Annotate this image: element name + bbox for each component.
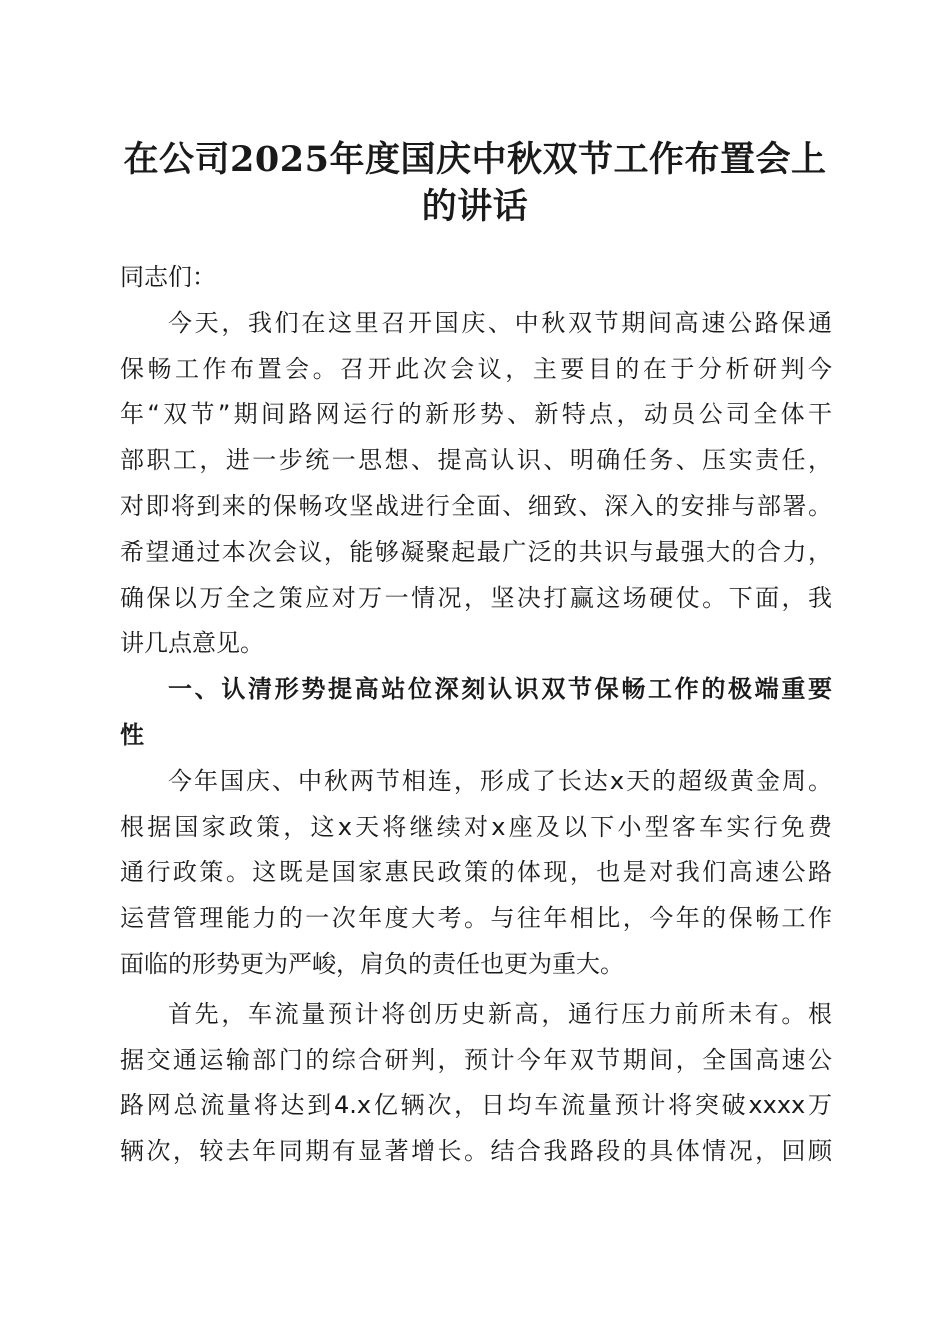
paragraph-line: 通行政策。这既是国家惠民政策的体现，也是对我们高速公路 [120, 858, 832, 887]
paragraph-situation [120, 759, 832, 988]
paragraph-line: 部职工，进一步统一思想、提高认识、明确任务、压实责任， [120, 446, 832, 475]
paragraph-line: 对即将到来的保畅攻坚战进行全面、细致、深入的安排与部署。 [120, 491, 832, 520]
paragraph-line: 辆次，较去年同期有显著增长。结合我路段的具体情况，回顾 [120, 1137, 832, 1166]
paragraph-line: 希望通过本次会议，能够凝聚起最广泛的共识与最强大的合力， [120, 537, 832, 566]
paragraph-traffic-forecast [120, 992, 832, 1175]
title-line-1: 在公司2025年度国庆中秋双节工作布置会上 [123, 139, 827, 180]
paragraph-line: 年“双节”期间路网运行的新形势、新特点，动员公司全体干 [120, 400, 832, 429]
paragraph-line: 据交通运输部门的综合研判，预计今年双节期间，全国高速公 [120, 1045, 832, 1074]
paragraph-line: 今天，我们在这里召开国庆、中秋双节期间高速公路保通 [168, 308, 832, 337]
paragraph-line: 讲几点意见。 [120, 629, 264, 658]
paragraph-line: 面临的形势更为严峻，肩负的责任也更为重大。 [120, 949, 624, 978]
heading-line: 一、认清形势提高站位深刻认识双节保畅工作的极端重要 [168, 675, 832, 704]
title-line-2: 的讲话 [421, 186, 529, 227]
paragraph-line: 今年国庆、中秋两节相连，形成了长达x天的超级黄金周。 [168, 766, 832, 795]
document-body [120, 255, 832, 1175]
paragraph-line: 路网总流量将达到4.x亿辆次，日均车流量预计将突破xxxx万 [120, 1091, 832, 1120]
paragraph-line: 首先，车流量预计将创历史新高，通行压力前所未有。根 [168, 999, 832, 1028]
section-heading-1 [120, 667, 832, 759]
paragraph-line: 保畅工作布置会。召开此次会议，主要目的在于分析研判今 [120, 354, 832, 383]
document-title [100, 136, 850, 230]
heading-line: 性 [120, 720, 144, 749]
salutation: 同志们： [120, 263, 216, 291]
paragraph-line: 确保以万全之策应对万一情况，坚决打赢这场硬仗。下面，我 [120, 583, 832, 612]
paragraph-line: 根据国家政策，这x天将继续对x座及以下小型客车实行免费 [120, 812, 832, 841]
paragraph-intro [120, 301, 832, 667]
paragraph-line: 运营管理能力的一次年度大考。与往年相比，今年的保畅工作 [120, 904, 832, 933]
